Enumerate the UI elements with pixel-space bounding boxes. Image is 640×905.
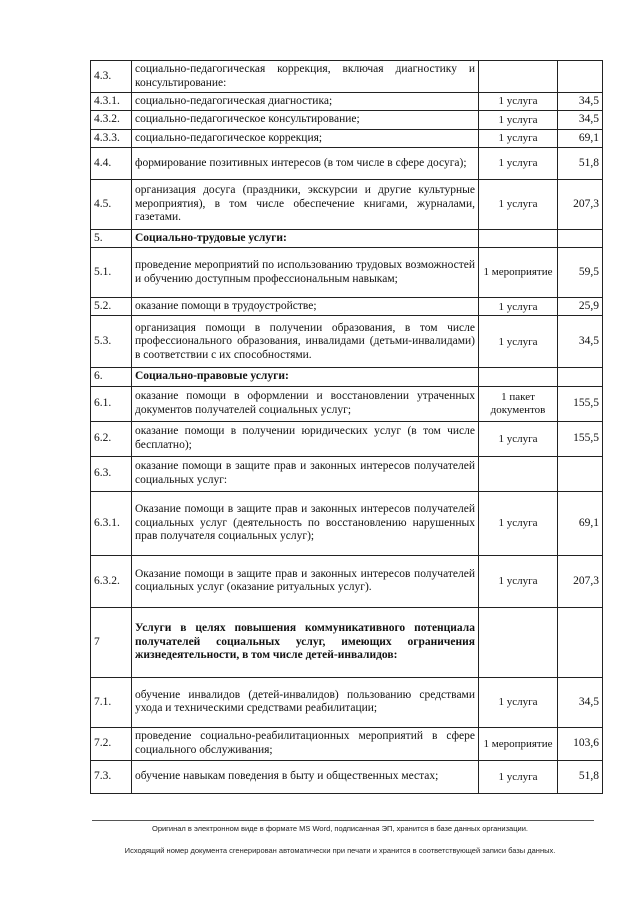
table-row <box>91 248 603 298</box>
table-row <box>91 179 603 229</box>
service-price-cell: 34,5 <box>558 111 603 129</box>
service-description-cell: Услуги в целях повышения коммуникативного потенциала получателей социальных услуг, имеющих ограничения жизнедеятельности, в том числе детей-инвалидов: <box>132 607 479 677</box>
service-unit-cell: 1 услуга <box>479 129 558 147</box>
table-row <box>91 298 603 316</box>
service-price-cell <box>558 229 603 247</box>
service-description-cell: социально-педагогическое коррекция; <box>132 129 479 147</box>
service-description-cell: социально-педагогическая коррекция, включая диагностику и консультирование: <box>132 61 479 93</box>
table-row <box>91 456 603 491</box>
service-unit-cell: 1 услуга <box>479 677 558 727</box>
service-unit-cell: 1 услуга <box>479 298 558 316</box>
service-number-cell: 6.3.2. <box>91 555 132 607</box>
service-description-cell: Социально-трудовые услуги: <box>132 229 479 247</box>
service-number-cell: 4.5. <box>91 179 132 229</box>
service-price-cell: 103,6 <box>558 727 603 760</box>
service-number-cell: 5.1. <box>91 248 132 298</box>
table-row <box>91 229 603 247</box>
service-description-cell: оказание помощи в защите прав и законных интересов получателей социальных услуг: <box>132 456 479 491</box>
service-number-cell: 6.1. <box>91 386 132 421</box>
service-price-cell <box>558 456 603 491</box>
service-description-cell: оказание помощи в трудоустройстве; <box>132 298 479 316</box>
table-row <box>91 727 603 760</box>
service-description-cell: Оказание помощи в защите прав и законных интересов получателей социальных услуг (оказание ритуальных услуг). <box>132 555 479 607</box>
service-description-cell: обучение навыкам поведения в быту и общественных местах; <box>132 760 479 793</box>
service-unit-cell: 1 пакет документов <box>479 386 558 421</box>
service-description-cell: оказание помощи в получении юридических услуг (в том числе бесплатно); <box>132 421 479 456</box>
table-row <box>91 93 603 111</box>
service-price-cell: 51,8 <box>558 147 603 179</box>
service-description-cell: оказание помощи в оформлении и восстановлении утраченных документов получателей социальных услуг; <box>132 386 479 421</box>
service-unit-cell: 1 услуга <box>479 555 558 607</box>
table-row <box>91 677 603 727</box>
service-description-cell: организация досуга (праздники, экскурсии и другие культурные мероприятия), в том числе обеспечение книгами, журналами, газетами. <box>132 179 479 229</box>
service-number-cell: 7.3. <box>91 760 132 793</box>
table-row <box>91 760 603 793</box>
service-unit-cell: 1 мероприятие <box>479 727 558 760</box>
service-price-cell: 34,5 <box>558 316 603 368</box>
service-price-cell <box>558 61 603 93</box>
service-number-cell: 4.3. <box>91 61 132 93</box>
services-table-body <box>91 61 603 794</box>
table-row <box>91 316 603 368</box>
service-price-cell: 207,3 <box>558 555 603 607</box>
service-unit-cell <box>479 456 558 491</box>
service-number-cell: 5. <box>91 229 132 247</box>
footer-original-note: Оригинал в электронном виде в формате MS Word, подписанная ЭП, хранится в базе данных организации. <box>151 824 528 833</box>
service-number-cell: 7.1. <box>91 677 132 727</box>
service-description-cell: организация помощи в получении образования, в том числе профессионального образования, инвалидами (детьми-инвалидами) в соответствии с их способностями. <box>132 316 479 368</box>
service-unit-cell: 1 услуга <box>479 93 558 111</box>
service-description-cell: проведение социально-реабилитационных мероприятий в сфере социального обслуживания; <box>132 727 479 760</box>
service-price-cell: 207,3 <box>558 179 603 229</box>
service-description-cell: проведение мероприятий по использованию трудовых возможностей и обучению доступным профессиональным навыкам; <box>132 248 479 298</box>
service-unit-cell: 1 услуга <box>479 760 558 793</box>
service-number-cell: 5.3. <box>91 316 132 368</box>
table-row <box>91 491 603 555</box>
service-unit-cell: 1 услуга <box>479 316 558 368</box>
service-number-cell: 6. <box>91 368 132 386</box>
table-row <box>91 368 603 386</box>
service-unit-cell: 1 услуга <box>479 421 558 456</box>
service-price-cell <box>558 368 603 386</box>
service-price-cell: 69,1 <box>558 129 603 147</box>
service-number-cell: 7 <box>91 607 132 677</box>
service-unit-cell: 1 услуга <box>479 111 558 129</box>
service-unit-cell <box>479 368 558 386</box>
service-number-cell: 6.3. <box>91 456 132 491</box>
service-description-cell: социально-педагогическое консультирование; <box>132 111 479 129</box>
service-unit-cell: 1 услуга <box>479 179 558 229</box>
service-price-cell: 155,5 <box>558 421 603 456</box>
service-price-cell: 69,1 <box>558 491 603 555</box>
table-row <box>91 607 603 677</box>
services-table <box>90 60 603 794</box>
table-row <box>91 129 603 147</box>
service-description-cell: формирование позитивных интересов (в том числе в сфере досуга); <box>132 147 479 179</box>
service-number-cell: 5.2. <box>91 298 132 316</box>
service-price-cell <box>558 607 603 677</box>
service-number-cell: 4.4. <box>91 147 132 179</box>
service-unit-cell <box>479 607 558 677</box>
service-number-cell: 4.3.1. <box>91 93 132 111</box>
service-description-cell: обучение инвалидов (детей-инвалидов) пользованию средствами ухода и техническими средствами реабилитации; <box>132 677 479 727</box>
service-price-cell: 25,9 <box>558 298 603 316</box>
table-row <box>91 147 603 179</box>
service-unit-cell: 1 мероприятие <box>479 248 558 298</box>
service-unit-cell <box>479 229 558 247</box>
table-row <box>91 386 603 421</box>
service-number-cell: 7.2. <box>91 727 132 760</box>
service-price-cell: 59,5 <box>558 248 603 298</box>
table-row <box>91 555 603 607</box>
table-row <box>91 111 603 129</box>
service-number-cell: 6.3.1. <box>91 491 132 555</box>
service-number-cell: 4.3.3. <box>91 129 132 147</box>
service-unit-cell: 1 услуга <box>479 491 558 555</box>
service-price-cell: 34,5 <box>558 677 603 727</box>
service-price-cell: 51,8 <box>558 760 603 793</box>
service-description-cell: Социально-правовые услуги: <box>132 368 479 386</box>
footer-divider <box>92 820 594 821</box>
footer-outgoing-number-note: Исходящий номер документа сгенерирован автоматически при печати и хранится в соответствующей записи базы данных. <box>124 846 556 855</box>
service-number-cell: 6.2. <box>91 421 132 456</box>
service-unit-cell <box>479 61 558 93</box>
table-row <box>91 61 603 93</box>
service-price-cell: 155,5 <box>558 386 603 421</box>
service-description-cell: Оказание помощи в защите прав и законных интересов получателей социальных услуг (деятельность по восстановлению нарушенных прав получателя социальных услуг); <box>132 491 479 555</box>
service-unit-cell: 1 услуга <box>479 147 558 179</box>
service-price-cell: 34,5 <box>558 93 603 111</box>
table-row <box>91 421 603 456</box>
service-description-cell: социально-педагогическая диагностика; <box>132 93 479 111</box>
service-number-cell: 4.3.2. <box>91 111 132 129</box>
